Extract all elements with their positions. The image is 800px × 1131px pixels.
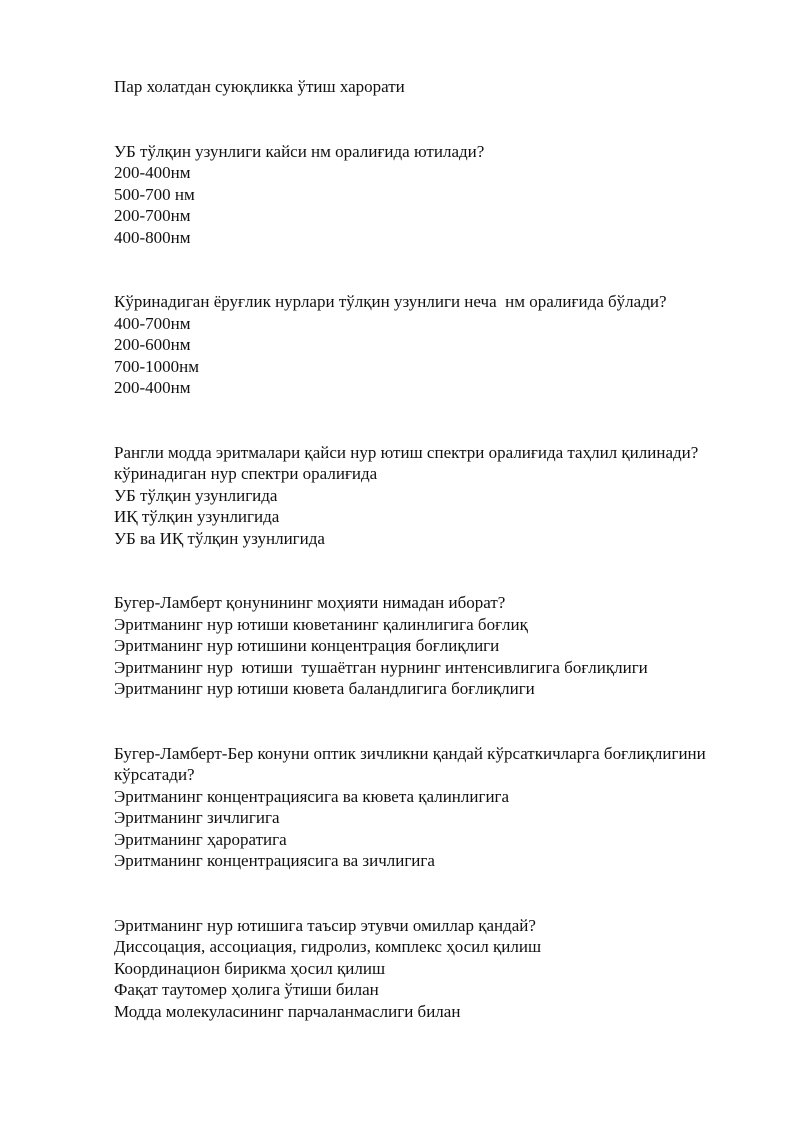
question-text: Бугер-Ламберт-Бер конуни оптик зичликни қандай кўрсаткичларга боғлиқлигини кўрсатади? [114, 743, 706, 784]
answer-option: 200-400нм [114, 163, 191, 182]
answer-option: Эритманинг концентрациясига ва кювета қалинлигига [114, 786, 510, 806]
answer-option: Эритманинг зичлигига [114, 808, 280, 827]
answer-option: Эритманинг нур ютиши тушаётган нурнинг интенсивлигига боғлиқлиги [114, 657, 648, 677]
answer-option: кўринадиган нур спектри оралиғида [114, 464, 378, 483]
answer-option: ИҚ тўлқин узунлигида [114, 507, 280, 526]
answer-option: 500-700 нм [114, 184, 195, 204]
answer-option: Модда молекуласининг парчаланмаслиги билан [114, 1001, 461, 1021]
question-text: УБ тўлқин узунлиги кайси нм оралиғида ютилади? [114, 141, 485, 161]
document-title: Пар холатдан суюқликка ўтиш харорати [114, 77, 405, 96]
answer-option: 400-800нм [114, 227, 191, 247]
answer-option: Эритманинг концентрациясига ва зичлигига [114, 851, 435, 870]
answer-option: Фақат таутомер ҳолига ўтиши билан [114, 980, 379, 999]
answer-option: УБ тўлқин узунлигида [114, 485, 278, 505]
answer-option: 200-700нм [114, 206, 191, 225]
question-block [114, 592, 754, 700]
question-block [114, 141, 754, 249]
answer-option: Эритманинг нур ютишини концентрация боғлиқлиги [114, 636, 500, 655]
question-text: Кўринадиган ёруғлик нурлари тўлқин узунлиги неча нм оралиғида бўлади? [114, 292, 667, 311]
answer-option: Диссоцация, ассоциация, гидролиз, комплекс ҳосил қилиш [114, 937, 542, 956]
answer-option: 200-600нм [114, 335, 191, 354]
answer-option: Эритманинг нур ютиши кюветанинг қалинлигига боғлиқ [114, 614, 528, 634]
answer-option: 400-700нм [114, 313, 191, 333]
question-block [114, 915, 754, 1023]
answer-option: УБ ва ИҚ тўлқин узунлигида [114, 528, 325, 548]
question-block [114, 743, 754, 872]
question-text: Эритманинг нур ютишига таъсир этувчи омиллар қандай? [114, 915, 536, 935]
answer-option: Координацион бирикма ҳосил қилиш [114, 958, 386, 978]
question-text: Бугер-Ламберт қонунининг моҳияти нимадан иборат? [114, 593, 506, 612]
question-block [114, 442, 754, 550]
document-body [114, 76, 754, 1022]
answer-option: Эритманинг ҳароратига [114, 829, 287, 849]
question-text: Рангли модда эритмалари қайси нур ютиш спектри оралиғида таҳлил қилинади? [114, 442, 699, 462]
answer-option: 700-1000нм [114, 356, 200, 376]
answer-option: 200-400нм [114, 378, 191, 397]
answer-option: Эритманинг нур ютиши кювета баландлигига боғлиқлиги [114, 679, 535, 698]
question-block [114, 291, 754, 399]
